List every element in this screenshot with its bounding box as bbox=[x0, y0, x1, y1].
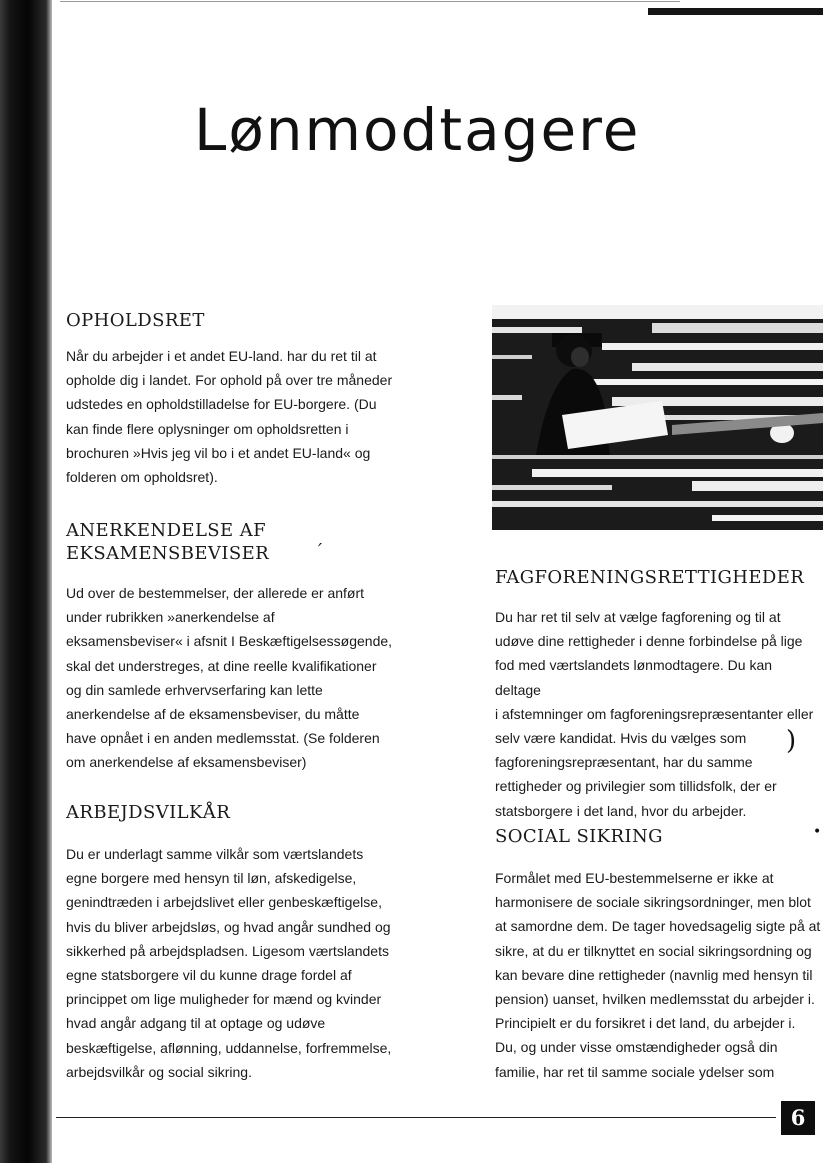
worker-photo-graphic bbox=[492, 305, 823, 530]
heading-social: SOCIAL SIKRING bbox=[495, 826, 663, 847]
page-number: 6 bbox=[781, 1101, 815, 1135]
heading-anerkendelse-line1: ANERKENDELSE AF bbox=[66, 520, 266, 541]
heading-fagforening: FAGFORENINGSRETTIGHEDER bbox=[495, 567, 805, 588]
heading-opholdsret: OPHOLDSRET bbox=[66, 310, 205, 331]
body-anerkendelse: Ud over de bestemmelser, der allerede er anført under rubrikken »anerkendelse af eksamensbeviser« i afsnit I Beskæftigelsessøgende, skal det understreges, at dine reelle kvalifikationer og din samlede erhvervserfaring kan lette anerkendelse af de eksamensbeviser, du måtte have opnået i en anden medlemsstat. (Se folderen om anerkendelse af eksamensbeviser) bbox=[66, 585, 393, 771]
worker-photo bbox=[492, 305, 823, 530]
page-title: Lønmodtagere bbox=[194, 96, 641, 164]
stray-mark-bracket: ) bbox=[786, 726, 797, 756]
stray-dot: • bbox=[813, 824, 822, 840]
body-social: Formålet med EU-bestemmelserne er ikke at harmonisere de sociale sikringsordninger, men blot at samordne dem. De tager hovedsagelig sigte på at sikre, at du er tilknyttet en social sikringsordning og kan bevare dine rettigheder (navnlig med hensyn til pension) uanset, hvilken medlemsstat du arbejder i. Principielt er du forsikret i det land, du arbejder i. Du, og under visse omstændigheder også din familie, har ret til samme sociale ydelser som bbox=[495, 870, 821, 1080]
body-opholdsret: Når du arbejder i et andet EU-land. har du ret til at opholde dig i landet. For ophold på over tre måneder udstedes en opholdstilladelse for EU-borgere. (Du kan finde flere oplysninger om opholdsretten i brochuren »Hvis jeg vil bo i et andet EU-land« og folderen om opholdsret). bbox=[66, 348, 393, 486]
body-arbejdsvilkar: Du er underlagt samme vilkår som værtslandets egne borgere med hensyn til løn, afskedigelse, genindtræden i arbejdslivet eller genbeskæftigelse, hvis du bliver arbejdsløs, og hvad angår sundhed og sikkerhed på arbejdspladsen. Ligesom værtslandets egne statsborgere vil du kunne drage fordel af princippet om lige muligheder for mænd og kvinder hvad angår adgang til at optage og udøve beskæftigelse, aflønning, uddannelse, forfremmelse, arbejdsvilkår og social sikring. bbox=[66, 846, 392, 1080]
top-rule bbox=[60, 1, 680, 2]
body-fagforening: Du har ret til selv at vælge fagforening og til at udøve dine rettigheder i denne forbindelse på lige fod med værtslandets lønmodtagere. Du kan deltage i afstemninger om fagforeningsrepræsentanter eller selv være kandidat. Hvis du vælges som fagforeningsrepræsentant, har du samme rettigheder og privilegier som tillidsfolk, der er statsborgere i det land, hvor du arbejder. bbox=[495, 609, 814, 819]
heading-anerkendelse-line2: EKSAMENSBEVISER bbox=[66, 543, 270, 564]
binding-edge bbox=[0, 0, 52, 1163]
footer-rule bbox=[56, 1117, 776, 1118]
stray-mark: ′ bbox=[318, 540, 323, 561]
top-bar bbox=[648, 8, 823, 15]
heading-arbejdsvilkar: ARBEJDSVILKÅR bbox=[66, 802, 231, 823]
